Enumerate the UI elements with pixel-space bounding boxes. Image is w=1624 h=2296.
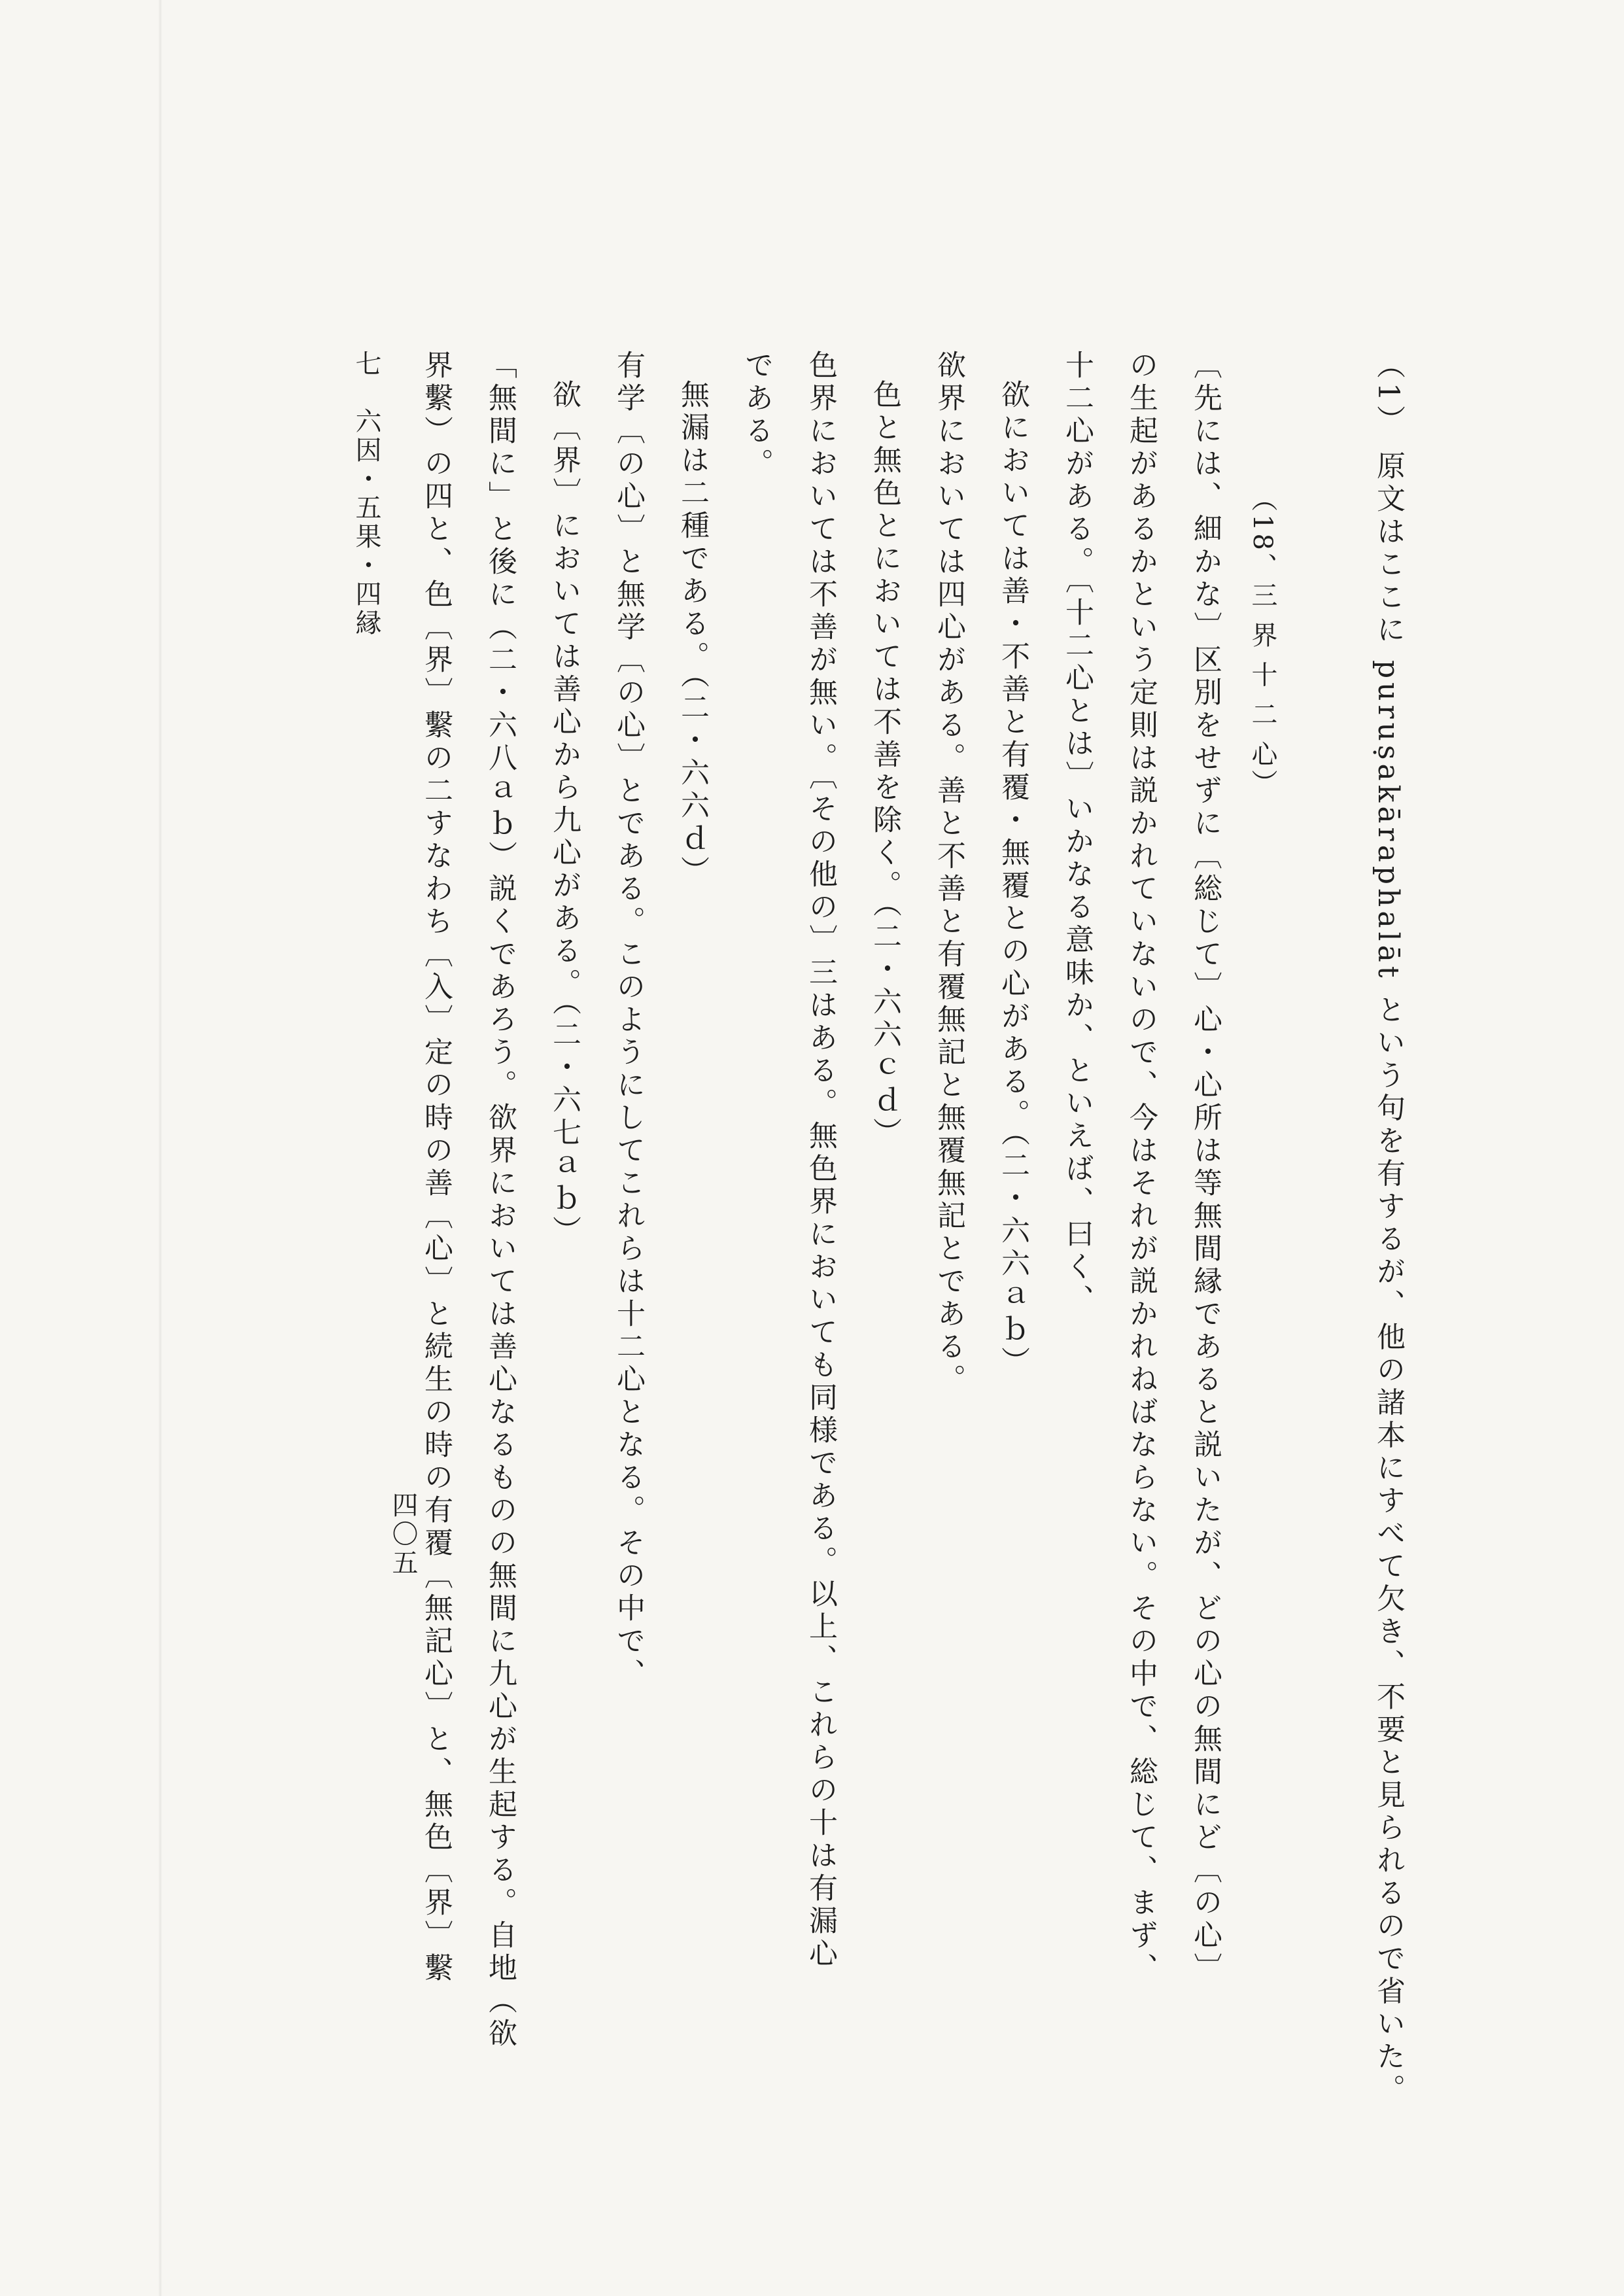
section-heading: （18、三 界 十 二 心） [1247, 485, 1277, 798]
verse-line: 欲においては善・不善と有覆・無覆との心がある。（二・六六ａｂ） [996, 379, 1029, 1379]
body-line: 有学〔の心〕と無学〔の心〕とである。このようにしてこれらは十二心となる。その中で、 [612, 350, 645, 1691]
body-line: である。 [740, 350, 773, 481]
body-line: 色界においては不善が無い。〔その他の〕三はある。無色界においても同様である。以上、これらの十は有漏心 [804, 350, 837, 1971]
page-number: 四〇五 [388, 1491, 418, 1578]
body-line: 欲界においては四心がある。善と不善と有覆無記と無覆無記とである。 [932, 350, 965, 1397]
body-line: 界繫）の四と、色〔界〕繫の二すなわち〔入〕定の時の善〔心〕と続生の時の有覆〔無記心〕と、無色〔界〕繫 [419, 350, 453, 1985]
footnote-line: （1） 原文はここに puruṣakāraphalāt という句を有するが、他の諸本にすべて欠き、不要と見られるので省いた。 [1372, 350, 1405, 2107]
running-footer: 七 六因・五果・四縁 [351, 350, 381, 638]
verse-line: 欲〔界〕においては善心から九心がある。（二・六七ａｂ） [547, 379, 581, 1248]
body-line: 〔先には、細かな〕区別をせずに〔総じて〕心・心所は等無間縁であると説いたが、どの心の無間にど〔の心〕 [1188, 350, 1222, 1985]
verse-line: 無漏は二種である。（二・六六ｄ） [676, 379, 709, 888]
scan-edge-shadow [158, 0, 162, 2296]
body-line: 十二心がある。〔十二心とは〕いかなる意味か、といえば、曰く、 [1060, 350, 1094, 1317]
body-line: 「無間に」と後に（二・六八ａｂ）説くであろう。欲界においては善心なるものの無間に九心が生起する。自地（欲 [483, 350, 517, 2051]
body-line: の生起があるかという定則は説かれていないので、今はそれが説かれねばならない。その中で、総じて、まず、 [1124, 350, 1158, 1985]
verse-line: 色と無色とにおいては不善を除く。（二・六六ｃｄ） [868, 379, 901, 1150]
